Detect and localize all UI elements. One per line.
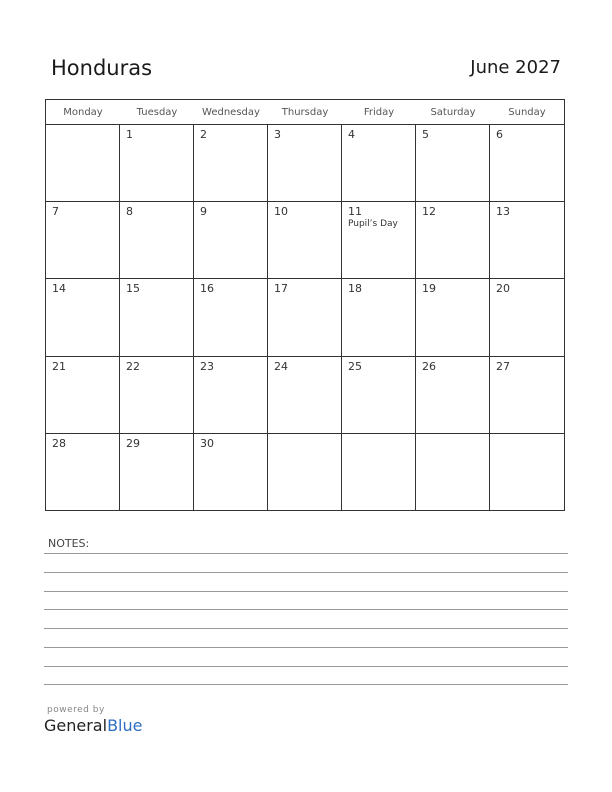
day-cell <box>194 357 268 434</box>
weekday-sunday: Sunday <box>508 106 546 118</box>
day-number: 2 <box>200 128 207 141</box>
weekday-wednesday: Wednesday <box>202 106 260 118</box>
day-cell <box>490 357 564 434</box>
day-number: 18 <box>348 282 362 296</box>
month-year-label: June 2027 <box>470 57 561 78</box>
weekday-header-row <box>46 100 564 125</box>
weekday-thursday: Thursday <box>281 106 329 118</box>
day-number: 25 <box>348 359 362 373</box>
day-number: 1 <box>126 128 133 141</box>
day-cell <box>342 279 416 356</box>
day-number: 12 <box>422 205 436 219</box>
day-cell <box>120 202 194 279</box>
weekday-saturday: Saturday <box>430 106 476 118</box>
day-number: 16 <box>200 282 214 296</box>
day-number: 20 <box>496 282 510 296</box>
day-cell <box>46 357 120 434</box>
day-number: 7 <box>52 205 59 219</box>
day-cell <box>416 125 490 202</box>
day-cell <box>268 357 342 434</box>
day-cell <box>120 279 194 356</box>
day-number: 13 <box>496 205 510 219</box>
calendar-grid <box>45 99 565 511</box>
day-cell <box>46 434 120 511</box>
day-cell <box>490 434 564 511</box>
day-cell <box>490 202 564 279</box>
day-number: 17 <box>274 282 288 296</box>
day-number: 29 <box>126 436 140 450</box>
day-cell <box>120 434 194 511</box>
note-line <box>44 553 568 554</box>
note-line <box>44 591 568 592</box>
day-cell <box>268 125 342 202</box>
day-number: 11 <box>348 205 362 219</box>
day-number: 26 <box>422 359 436 373</box>
note-line <box>44 647 568 648</box>
day-number: 6 <box>496 128 503 141</box>
day-cell <box>342 202 416 279</box>
day-number: 24 <box>274 359 288 373</box>
day-number: 19 <box>422 282 436 296</box>
weeks-grid <box>46 125 564 511</box>
day-cell <box>416 357 490 434</box>
day-number: 21 <box>52 359 66 373</box>
note-line <box>44 628 568 629</box>
day-cell <box>416 279 490 356</box>
weekday-monday: Monday <box>63 106 103 118</box>
page-title: Honduras <box>51 56 153 80</box>
note-line <box>44 684 568 685</box>
powered-by-text: powered by <box>47 705 105 715</box>
day-cell <box>490 279 564 356</box>
brand-logo[interactable] <box>44 716 142 735</box>
day-cell <box>120 125 194 202</box>
day-number: 28 <box>52 436 66 450</box>
weekday-friday: Friday <box>363 106 395 118</box>
brand-blue-text: Blue <box>107 716 143 735</box>
note-line <box>44 609 568 610</box>
day-number: 30 <box>200 436 214 450</box>
day-cell <box>342 357 416 434</box>
weekday-tuesday: Tuesday <box>136 106 178 118</box>
day-cell <box>268 202 342 279</box>
day-cell <box>194 434 268 511</box>
day-cell <box>416 202 490 279</box>
day-number: 8 <box>126 205 133 219</box>
day-cell <box>120 357 194 434</box>
day-cell <box>194 202 268 279</box>
notes-label: NOTES: <box>48 537 90 550</box>
day-number: 9 <box>200 205 207 219</box>
day-cell <box>416 434 490 511</box>
day-number: 15 <box>126 282 140 296</box>
day-cell <box>342 125 416 202</box>
note-line <box>44 666 568 667</box>
day-cell <box>46 279 120 356</box>
day-cell <box>342 434 416 511</box>
day-number: 23 <box>200 359 214 373</box>
day-cell <box>268 279 342 356</box>
day-cell <box>490 125 564 202</box>
brand-general-text: General <box>44 716 108 735</box>
day-number: 5 <box>422 128 429 141</box>
day-number: 27 <box>496 359 510 373</box>
day-cell <box>194 279 268 356</box>
day-cell <box>268 434 342 511</box>
day-number: 10 <box>274 205 288 219</box>
day-number: 14 <box>52 282 66 296</box>
day-number: 4 <box>348 128 355 141</box>
note-line <box>44 572 568 573</box>
day-cell <box>46 202 120 279</box>
day-number: 3 <box>274 128 281 141</box>
holiday-label: Pupil’s Day <box>348 219 398 230</box>
day-cell <box>46 125 120 202</box>
day-number: 22 <box>126 359 140 373</box>
day-cell <box>194 125 268 202</box>
